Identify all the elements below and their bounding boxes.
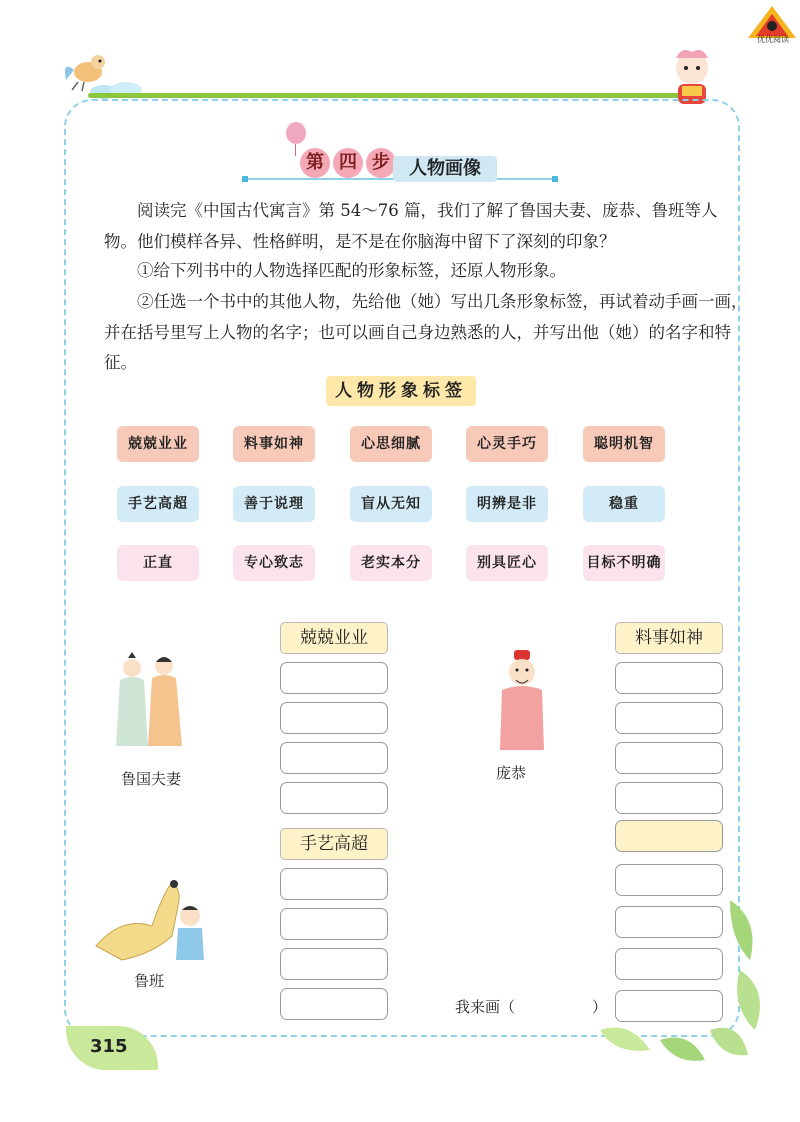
publisher-text: 优优阅读 xyxy=(757,35,789,44)
tag: 老实本分 xyxy=(350,545,432,581)
answer-box[interactable] xyxy=(280,782,388,814)
answer-box[interactable] xyxy=(280,662,388,694)
lu-ban-illustration xyxy=(92,876,212,966)
tag: 专心致志 xyxy=(233,545,315,581)
draw-label: 我来画（ xyxy=(455,998,516,1016)
lu-ban-tag-header: 手艺高超 xyxy=(280,828,388,860)
lu-ban-name: 鲁班 xyxy=(134,972,165,990)
instruction-1: ①给下列书中的人物选择匹配的形象标签，还原人物形象。 xyxy=(137,261,566,280)
tag: 别具匠心 xyxy=(466,545,548,581)
answer-box[interactable] xyxy=(280,742,388,774)
step-title: 人物画像 xyxy=(393,156,497,182)
step-badge-1: 第 xyxy=(300,148,330,178)
step-badge-2: 四 xyxy=(333,148,363,178)
tag: 正直 xyxy=(117,545,199,581)
answer-box[interactable] xyxy=(615,742,723,774)
drawing-tag-header-box[interactable] xyxy=(615,820,723,852)
pang-gong-tag-header: 料事如神 xyxy=(615,622,723,654)
step-line-dot-left xyxy=(242,176,248,182)
answer-box[interactable] xyxy=(615,782,723,814)
pang-gong-illustration xyxy=(492,650,552,754)
pang-gong-name: 庞恭 xyxy=(496,764,527,782)
leaves-decoration xyxy=(580,880,770,1070)
tag: 手艺高超 xyxy=(117,486,199,522)
tag: 兢兢业业 xyxy=(117,426,199,462)
tag: 心思细腻 xyxy=(350,426,432,462)
answer-box[interactable] xyxy=(615,702,723,734)
balloon-string xyxy=(295,144,296,156)
step-badges xyxy=(300,148,396,178)
tag: 目标不明确 xyxy=(583,545,665,581)
lu-couple-tag-header: 兢兢业业 xyxy=(280,622,388,654)
top-green-line xyxy=(88,93,680,98)
instruction-2: ②任选一个书中的其他人物，先给他（她）写出几条形象标签，再试着动手画一画，并在括号里写上人物的名字；也可以画自己身边熟悉的人，并写出他（她）的名字和特征。 xyxy=(104,292,748,372)
step-badge-3: 步 xyxy=(366,148,396,178)
tags-heading: 人物形象标签 xyxy=(326,376,476,406)
answer-box[interactable] xyxy=(615,662,723,694)
tag: 聪明机智 xyxy=(583,426,665,462)
tag: 善于说理 xyxy=(233,486,315,522)
answer-box[interactable] xyxy=(280,948,388,980)
page-number: 315 xyxy=(90,1036,128,1057)
answer-box[interactable] xyxy=(280,908,388,940)
intro-paragraph: 阅读完《中国古代寓言》第 54～76 篇，我们了解了鲁国夫妻、庞恭、鲁班等人物。他们模样各异、性格鲜明，是不是在你脑海中留下了深刻的印象？ xyxy=(104,201,718,251)
balloon-icon xyxy=(286,122,306,144)
answer-box[interactable] xyxy=(280,868,388,900)
draw-label-close: ） xyxy=(592,998,608,1016)
tag: 稳重 xyxy=(583,486,665,522)
tag: 料事如神 xyxy=(233,426,315,462)
tag: 明辨是非 xyxy=(466,486,548,522)
tag: 心灵手巧 xyxy=(466,426,548,462)
lu-couple-name: 鲁国夫妻 xyxy=(121,770,182,788)
step-line-dot-right xyxy=(552,176,558,182)
answer-box[interactable] xyxy=(280,702,388,734)
lu-couple-illustration xyxy=(104,650,194,750)
answer-box[interactable] xyxy=(280,988,388,1020)
tag: 盲从无知 xyxy=(350,486,432,522)
